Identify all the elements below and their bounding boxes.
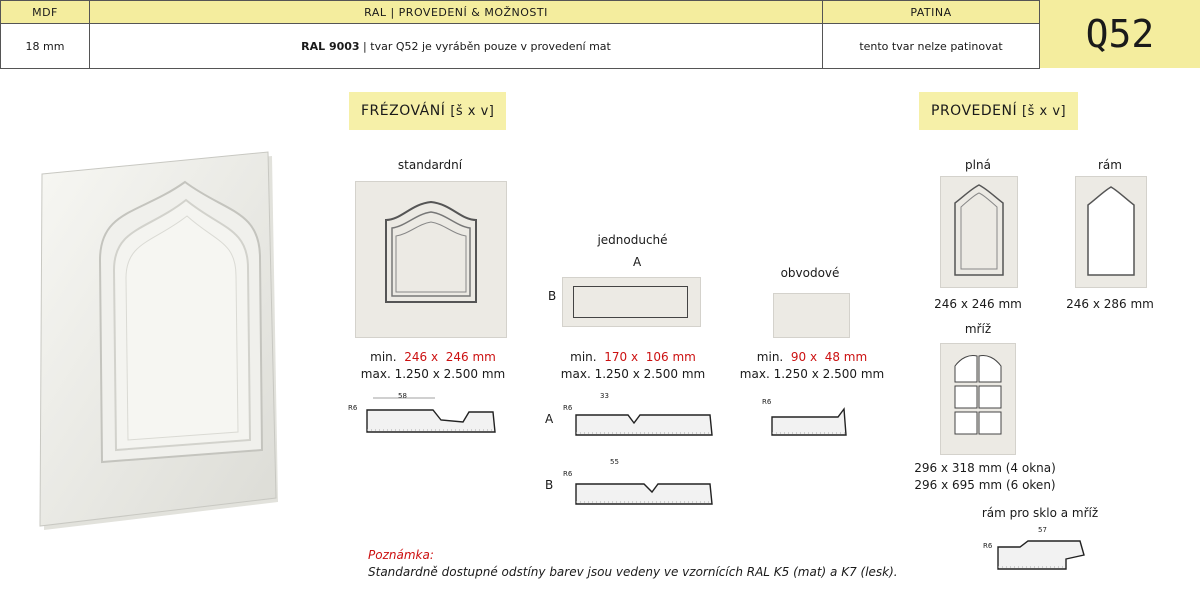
- standard-thumb: [355, 181, 507, 338]
- simple-min-label: min.: [570, 350, 597, 364]
- header-mdf: MDF: [1, 1, 90, 24]
- provedeni-title: [919, 92, 1078, 130]
- simple-profile-b-w: 55: [610, 458, 619, 466]
- perimeter-min-label: min.: [756, 350, 784, 364]
- frezovani-title: [349, 92, 506, 130]
- grid-label: mříž: [964, 322, 992, 336]
- simple-mark-a: A: [633, 255, 642, 269]
- perimeter-profile-r: R6: [762, 398, 772, 406]
- ral-value: [90, 24, 823, 69]
- grid-door-icon: [941, 344, 1015, 454]
- standard-spec: [343, 349, 523, 383]
- perimeter-min-h: 48 mm: [824, 350, 868, 364]
- perimeter-min-w: 90 x: [790, 350, 818, 364]
- standard-min-h: 246 mm: [445, 350, 496, 364]
- simple-mark-b: B: [548, 289, 557, 303]
- standard-min: [343, 349, 523, 366]
- header-ral: RAL | PROVEDENÍ & MOŽNOSTI: [90, 1, 823, 24]
- simple-min-h: 106 mm: [645, 350, 696, 364]
- standard-door-icon: [356, 182, 506, 337]
- full-thumb: [940, 176, 1018, 288]
- simple-profile-a-w: 33: [600, 392, 609, 400]
- simple-profile-b-label: B: [545, 478, 554, 492]
- ral-code: RAL 9003: [301, 39, 360, 53]
- simple-profile-a-label: A: [545, 412, 554, 426]
- simple-groove: [573, 286, 688, 318]
- frame-thumb: [1075, 176, 1147, 288]
- provedeni-title-text: PROVEDENÍ: [931, 103, 1018, 119]
- standard-max: max. 1.250 x 2.500 mm: [360, 367, 506, 381]
- door-photo: [30, 150, 290, 550]
- frezovani-title-text: FRÉZOVÁNÍ: [361, 103, 446, 119]
- simple-profile-b-r: R6: [563, 470, 573, 478]
- standard-profile-w: 58: [398, 392, 407, 400]
- spec-table: [0, 0, 1040, 69]
- simple-profile-a: [560, 395, 720, 443]
- standard-min-w: 246 x: [404, 350, 439, 364]
- perimeter-max: max. 1.250 x 2.500 mm: [739, 367, 885, 381]
- simple-profile-b: [560, 460, 720, 510]
- frame-label: rám: [1098, 158, 1122, 172]
- full-size: 246 x 246 mm: [934, 297, 1022, 311]
- perimeter-thumb: [773, 293, 850, 338]
- provedeni-dim: [š x v]: [1022, 104, 1067, 119]
- grid-size-1: 296 x 318 mm (4 okna): [914, 461, 1056, 475]
- perimeter-spec: [722, 349, 902, 383]
- perimeter-min: [722, 349, 902, 366]
- simple-max: max. 1.250 x 2.500 mm: [560, 367, 706, 381]
- perimeter-profile: [760, 395, 860, 440]
- simple-thumb: [562, 277, 701, 327]
- header-patina: PATINA: [823, 1, 1040, 24]
- frame-size: 246 x 286 mm: [1066, 297, 1154, 311]
- glass-frame-label: rám pro sklo a mříž: [981, 506, 1099, 520]
- full-label: plná: [965, 158, 991, 172]
- glass-frame-w: 57: [1038, 526, 1047, 534]
- simple-min: [543, 349, 723, 366]
- note-text: Standardně dostupné odstíny barev jsou vedeny ve vzornících RAL K5 (mat) a K7 (lesk).: [368, 565, 898, 579]
- product-code: Q52: [1040, 0, 1200, 68]
- frame-door-icon: [1076, 177, 1146, 287]
- standard-profile-r: R6: [348, 404, 358, 412]
- grid-thumb: [940, 343, 1016, 455]
- standard-min-label: min.: [370, 350, 397, 364]
- full-door-icon: [941, 177, 1017, 287]
- thickness-value: 18 mm: [1, 24, 90, 69]
- note: [368, 547, 908, 581]
- simple-spec: [543, 349, 723, 383]
- ral-description: | tvar Q52 je vyráběn pouze v provedení mat: [359, 39, 611, 53]
- grid-size-2: 296 x 695 mm (6 oken): [914, 478, 1056, 492]
- patina-value: tento tvar nelze patinovat: [823, 24, 1040, 69]
- simple-profile-a-r: R6: [563, 404, 573, 412]
- note-title: Poznámka:: [368, 548, 434, 562]
- simple-min-w: 170 x: [604, 350, 639, 364]
- perimeter-label: obvodové: [780, 266, 840, 280]
- simple-label: jednoduché: [597, 233, 668, 247]
- standard-label: standardní: [397, 158, 463, 172]
- glass-frame-r: R6: [983, 542, 993, 550]
- frezovani-dim: [š x v]: [450, 104, 495, 119]
- grid-sizes: [900, 460, 1070, 494]
- standard-profile: [345, 390, 505, 440]
